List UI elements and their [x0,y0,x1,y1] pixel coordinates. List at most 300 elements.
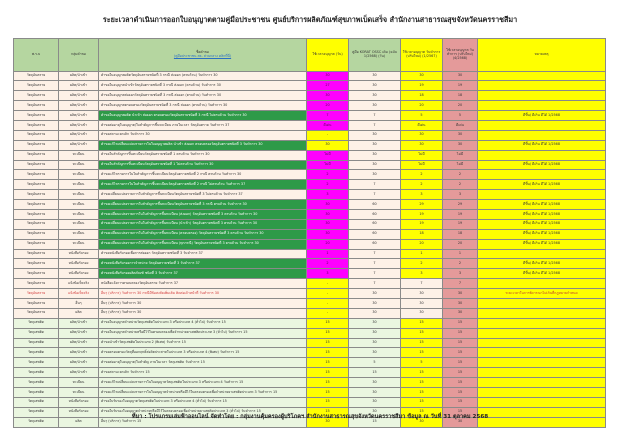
cell-manual-days: 30 [307,229,349,239]
cell-new-days-1: 19 [401,81,443,91]
cell-new-days-1: 30 [401,417,443,427]
cell-note [478,338,606,348]
cell-note [478,358,606,368]
cell-new-days-1: 19 [401,209,443,219]
cell-manual-days: - [307,289,349,299]
cell-note [478,71,606,81]
header-law: พ.ร.บ [14,39,59,72]
cell-group: หนังสือรับรอง [59,249,99,259]
cell-new-days-2: ดีเด่น [443,120,478,130]
cell-group: อื่นๆ [59,298,99,308]
cell-law: วัตถุเสพติด [14,378,59,388]
cell-item: คำขอใบอนุญาตส่งออกวัตถุอันตรายชนิดที่ 3 กรณี ส่งออก (ครบถ้วน) วันทำการ 30 [99,91,307,101]
header-note: หมายเหตุ [478,39,606,72]
cell-new-days-1: 30 [401,71,443,81]
cell-item: คำขอใบอนุญาตผลิตวัตถุอันตรายชนิดที่ 3 กรณี ส่งออก (ครบถ้วน) วันทำการ 30 [99,71,307,81]
cell-new-days-2: 29 [443,200,478,210]
cell-korat-days: 60 [349,200,401,210]
cell-manual-days: 2 [307,180,349,190]
cell-korat-days: 30 [349,81,401,91]
cell-korat-days: 5 [349,358,401,368]
cell-item: คำขอหนังสือรับรองผลิตภัณฑ์ ชนิดที่ 3 วันทำการ 37 [99,269,307,279]
cell-note [478,378,606,388]
cell-manual-days: 30 [307,209,349,219]
cell-note: ระยะเวลาในการพิจารณาไม่เกินที่กฎหมายกำหนด [478,289,606,299]
cell-note [478,298,606,308]
table-row [14,279,606,289]
cell-law: วัตถุอันตราย [14,81,59,91]
table-row [14,101,606,111]
cell-item: คำขอใบสำคัญการขึ้นทะเบียนวัตถุอันตรายชนิดที่ 1 ไม่ครบถ้วน วันทำการ 30 [99,160,307,170]
cell-new-days-1: 15 [401,378,443,388]
cell-group: ทะเบียน [59,180,99,190]
cell-korat-days: 30 [349,397,401,407]
cell-new-days-2: 15 [443,407,478,417]
cell-note [478,170,606,180]
cell-law: วัตถุอันตราย [14,289,59,299]
cell-new-days-2: 2 [443,259,478,269]
cell-law: วัตถุอันตราย [14,91,59,101]
cell-law: วัตถุอันตราย [14,120,59,130]
cell-law: วัตถุอันตราย [14,229,59,239]
cell-new-days-2: ไม่มี [443,160,478,170]
cell-law: วัตถุอันตราย [14,219,59,229]
cell-law: วัตถุเสพติด [14,397,59,407]
table-row [14,348,606,358]
cell-item: คำขอสถานะยกเลิก วันทำการ 15 [99,368,307,378]
cell-law: วัตถุอันตราย [14,130,59,140]
cell-new-days-2: 15 [443,388,478,398]
table-row [14,318,606,328]
cell-note: ดีขึ้น/ ดีเกิน ดีได้ 1/2568 [478,180,606,190]
cell-group: ทะเบียน [59,200,99,210]
cell-manual-days: 15 [307,358,349,368]
cell-new-days-1: 30 [401,289,443,299]
cell-group: ผลิต/นำเข้า [59,111,99,121]
cell-new-days-2: 18 [443,229,478,239]
cell-note [478,91,606,101]
cell-law: วัตถุเสพติด [14,328,59,338]
table-row [14,71,606,81]
cell-item: อื่นๆ (บริการ) วันทำการ 30 [99,308,307,318]
table-row [14,358,606,368]
table-row [14,190,606,200]
cell-note: ดีขึ้น/ ดีเกิน ดีได้ 1/2568 [478,259,606,269]
cell-new-days-2: 1 [443,249,478,259]
cell-note: ดีขึ้น/ ดีเกิน ดีได้ 1/2568 [478,219,606,229]
cell-group: แจ้งข้อเท็จจริง [59,289,99,299]
cell-note [478,101,606,111]
cell-korat-days: 15 [349,417,401,427]
table-row [14,180,606,190]
cell-manual-days: 15 [307,368,349,378]
cell-new-days-1: 15 [401,368,443,378]
cell-law: วัตถุอันตราย [14,180,59,190]
table-row [14,150,606,160]
cell-group: ทะเบียน [59,209,99,219]
cell-note: ดีขึ้น/ ดีเกิน ดีได้ 1/2568 [478,209,606,219]
cell-group: ผลิต/นำเข้า [59,91,99,101]
cell-manual-days: - [307,298,349,308]
cell-korat-days: 7 [349,190,401,200]
cell-group: ผลิต/นำเข้า [59,101,99,111]
cell-group: ผลิต/นำเข้า [59,358,99,368]
cell-new-days-2: 18 [443,91,478,101]
cell-new-days-2: 15 [443,338,478,348]
cell-korat-days: 7 [349,279,401,289]
cell-law: วัตถุอันตราย [14,71,59,81]
cell-new-days-2: ไม่มี [443,150,478,160]
cell-manual-days: 30 [307,200,349,210]
cell-group: หนังสือรับรอง [59,269,99,279]
page-title: ระยะเวลาดำเนินการออกใบอนุญาตตามคู่มือประชาชน ศูนย์บริการผลิตภัณฑ์สุขภาพเบ็ดเสร็จ สำนักงานสาธารณสุขจังหวัดนครราชสีมา [102,15,518,24]
cell-law: วัตถุอันตราย [14,269,59,279]
cell-group: ผลิต/นำเข้า [59,140,99,150]
cell-new-days-1: 30 [401,308,443,318]
cell-korat-days: 60 [349,209,401,219]
cell-new-days-1: 2 [401,170,443,180]
cell-group: ทะเบียน [59,229,99,239]
cell-law: วัตถุอันตราย [14,259,59,269]
cell-item: หนังสือแจ้งการครอบครองวัตถุอันตราย วันทำการ 37 [99,279,307,289]
cell-law: วัตถุอันตราย [14,190,59,200]
cell-new-days-2: 3 [443,269,478,279]
cell-manual-days: - [307,308,349,318]
cell-korat-days: 7 [349,269,401,279]
cell-korat-days: 15 [349,368,401,378]
cell-manual-days: 30 [307,91,349,101]
table-row [14,219,606,229]
cell-note [478,348,606,358]
cell-note [478,397,606,407]
cell-korat-days: 30 [349,378,401,388]
cell-new-days-1: ไม่มี [401,160,443,170]
cell-law: วัตถุเสพติด [14,358,59,368]
cell-law: วัตถุอันตราย [14,101,59,111]
cell-group: ทะเบียน [59,170,99,180]
table-row [14,259,606,269]
cell-manual-days: 2 [307,170,349,180]
cell-note: ดีขึ้น/ ดีเกิน ดีได้ 1/2568 [478,229,606,239]
cell-korat-days: 30 [349,101,401,111]
table-row [14,81,606,91]
cell-item: คำขอแก้ไขรายการในใบสำคัญการขึ้นทะเบียนวัตถุอันตรายชนิดที่ 2 กรณี ไม่ครบถ้วน วันทำการ 37 [99,180,307,190]
cell-item: คำขอใบสำคัญการขึ้นทะเบียนวัตถุอันตรายชนิดที่ 1 ครบถ้วน วันทำการ 30 [99,150,307,160]
cell-new-days-1: 15 [401,328,443,338]
cell-note [478,150,606,160]
cell-korat-days: 60 [349,229,401,239]
cell-group: หนังสือรับรอง [59,397,99,407]
cell-law: วัตถุอันตราย [14,160,59,170]
header-group: กลุ่มคำขอ [59,39,99,72]
cell-note: ดีขึ้น/ ดีเกิน ดีได้ 1/2568 [478,269,606,279]
cell-new-days-2: 20 [443,101,478,111]
cell-note: ดีขึ้น/ ดีเกิน ดีได้ 1/2568 [478,160,606,170]
cell-item: คำขอใบรับรองใบอนุญาตจำหน่ายหรือมีไว้ในครอบครองเพื่อจำหน่ายยาเสพติดประเภท 3 (ทั่วไป) วันทำการ 15 [99,407,307,417]
cell-manual-days: ไม่มี [307,150,349,160]
cell-korat-days: 60 [349,219,401,229]
cell-new-days-2: 19 [443,81,478,91]
cell-group: ผลิต/นำเข้า [59,130,99,140]
table-row [14,239,606,249]
cell-group: ผลิต/นำเข้า [59,318,99,328]
cell-new-days-2: 15 [443,358,478,368]
cell-law: วัตถุอันตราย [14,239,59,249]
cell-group: ทะเบียน [59,388,99,398]
table-row [14,269,606,279]
cell-manual-days: 30 [307,140,349,150]
table-row [14,111,606,121]
cell-new-days-1: 2 [401,180,443,190]
cell-note [478,190,606,200]
table-row [14,160,606,170]
cell-note [478,249,606,259]
cell-note: ดีขึ้น/ ดีเกิน ดีได้ 1/2568 [478,239,606,249]
cell-group: ผลิต/นำเข้า [59,328,99,338]
cell-korat-days: 7 [349,111,401,121]
cell-manual-days: 30 [307,417,349,427]
cell-note: ดีขึ้น/ ดีเกิน ดีได้ 1/2568 [478,140,606,150]
table-row [14,378,606,388]
cell-manual-days: 27 [307,81,349,91]
cell-item: อื่นๆ (บริการ) วันทำการ 30 [99,298,307,308]
cell-manual-days: 15 [307,348,349,358]
cell-new-days-2: 30 [443,289,478,299]
cell-manual-days: 1 [307,249,349,259]
cell-manual-days: ดีเด่น [307,120,349,130]
cell-manual-days: 15 [307,397,349,407]
cell-new-days-1: 15 [401,348,443,358]
cell-korat-days: 30 [349,328,401,338]
cell-new-days-2: 15 [443,318,478,328]
cell-item: คำขอใบอนุญาตจำหน่ายวัตถุเสพติดในประเภท 3 หรือประเภท 4 (ทั่วไป) วันทำการ 15 [99,318,307,328]
cell-law: วัตถุเสพติด [14,348,59,358]
table-row [14,249,606,259]
cell-manual-days: 30 [307,219,349,229]
cell-korat-days: 7 [349,249,401,259]
cell-new-days-2: 7 [443,279,478,289]
cell-item: คำขอหนังสือรับรองการจำหน่าย วัตถุอันตรายชนิดที่ 3 วันทำการ 37 [99,259,307,269]
cell-item: คำขอแก้ไขเปลี่ยนแปลงรายการในใบอนุญาตผลิต นำเข้า ส่งออก ครอบครองวัตถุอันตรายชนิดที่ 3 วันทำการ 30 [99,140,307,150]
cell-note [478,130,606,140]
cell-law: วัตถุอันตราย [14,308,59,318]
cell-group: แจ้งข้อเท็จจริง [59,279,99,289]
cell-korat-days: 30 [349,289,401,299]
table-row [14,368,606,378]
cell-item: คำขอเปลี่ยนแปลงรายการในใบสำคัญการขึ้นทะเบียน (นำเข้า) วัตถุอันตรายชนิดที่ 3 ครบถ้วน วันทำการ 30 [99,219,307,229]
cell-new-days-2: 19 [443,209,478,219]
cell-item: คำขอครอบครองวัตถุที่ออกฤทธิ์ต่อจิตประสาทในประเภท 3 หรือประเภท 4 (พิเศษ) วันทำการ 15 [99,348,307,358]
table-row [14,229,606,239]
table-row [14,298,606,308]
table-row [14,170,606,180]
cell-new-days-1: 3 [401,190,443,200]
cell-new-days-1: 3 [401,269,443,279]
cell-manual-days: 20 [307,101,349,111]
cell-korat-days: 30 [349,388,401,398]
cell-item: คำขอเปลี่ยนแปลงรายการใบสำคัญการขึ้นทะเบียนวัตถุอันตรายชนิดที่ 3 กรณี ครบถ้วน วันทำการ 30 [99,200,307,210]
cell-new-days-1: 30 [401,130,443,140]
cell-new-days-2: 30 [443,130,478,140]
cell-new-days-2: 2 [443,170,478,180]
cell-item: คำขอใบรับรองใบอนุญาตวัตถุเสพติดในประเภท 3 หรือประเภท 4 (ทั่วไป) วันทำการ 15 [99,397,307,407]
cell-note [478,279,606,289]
cell-new-days-2: 15 [443,397,478,407]
table-row [14,397,606,407]
cell-law: วัตถุเสพติด [14,388,59,398]
cell-law: วัตถุอันตราย [14,209,59,219]
cell-item: คำขอเปลี่ยนแปลงรายการใบสำคัญการขึ้นทะเบียนวัตถุอันตรายชนิดที่ 3 ไม่ครบถ้วน วันทำการ 37 [99,190,307,200]
cell-new-days-1: 15 [401,397,443,407]
cell-new-days-2: 30 [443,140,478,150]
table-row [14,209,606,219]
table-row [14,289,606,299]
table-row [14,130,606,140]
cell-group: ทะเบียน [59,378,99,388]
header-new-days-1: ใช้เวลาอนุญาต วันทำการ (ปรับใหม่) (1/2567) [401,39,443,72]
cell-manual-days: 15 [307,338,349,348]
cell-note [478,81,606,91]
cell-new-days-1: 29 [401,200,443,210]
cell-korat-days: 30 [349,318,401,328]
cell-manual-days: 30 [307,71,349,81]
cell-item: คำขอนำเข้าวัตถุเสพติดในประเภท 2 (พิเศษ) วันทำการ 15 [99,338,307,348]
cell-korat-days: 30 [349,71,401,81]
cell-korat-days: 30 [349,130,401,140]
cell-item: คำขอแก้ไขเปลี่ยนแปลงรายการในใบอนุญาตวัตถุเสพติดในประเภท 3 หรือประเภท 4 วันทำการ 15 [99,378,307,388]
cell-new-days-1: 18 [401,91,443,101]
table-row [14,308,606,318]
cell-new-days-2: 15 [443,378,478,388]
cell-korat-days: 7 [349,259,401,269]
table-row [14,91,606,101]
cell-new-days-2: 15 [443,348,478,358]
cell-item: คำขอหนังสือรับรองเพื่อการส่งออก วัตถุอันตรายชนิดที่ 3 วันทำการ 37 [99,249,307,259]
cell-note [478,318,606,328]
cell-korat-days: 30 [349,150,401,160]
cell-new-days-1: 1 [401,249,443,259]
cell-new-days-1: 5 [401,358,443,368]
cell-item: คำขอใบอนุญาตครอบครองวัตถุอันตรายชนิดที่ 3 กรณี ส่งออก (ครบถ้วน) วันทำการ 30 [99,101,307,111]
cell-law: วัตถุเสพติด [14,318,59,328]
cell-korat-days: 60 [349,239,401,249]
cell-new-days-1: 15 [401,388,443,398]
cell-new-days-1: 15 [401,318,443,328]
cell-group: ทะเบียน [59,219,99,229]
cell-law: วัตถุเสพติด [14,368,59,378]
cell-group: ผลิต/นำเข้า [59,120,99,130]
cell-item: คำขอแก้ไขรายการในใบสำคัญการขึ้นทะเบียนวัตถุอันตรายชนิดที่ 2 กรณี ครบถ้วน วันทำการ 30 [99,170,307,180]
cell-item: คำขอใบอนุญาตจำหน่ายหรือมีไว้ในครอบครองเพื่อจำหน่ายยาเสพติดประเภท 3 (ทั่วไป) วันทำการ 15 [99,328,307,338]
cell-korat-days: 30 [349,160,401,170]
cell-item: คำขอเปลี่ยนแปลงรายการในใบสำคัญการขึ้นทะเบียน (ครอบครอง) วัตถุอันตรายชนิดที่ 3 ครบถ้วน วันทำการ 30 [99,229,307,239]
header-manual-days: ใช้เวลาอนุญาต (วัน) [307,39,349,72]
cell-new-days-2: 30 [443,308,478,318]
cell-new-days-2: 5 [443,111,478,121]
cell-law: วัตถุอันตราย [14,279,59,289]
cell-korat-days: 30 [349,298,401,308]
cell-law: วัตถุอันตราย [14,111,59,121]
table-row [14,338,606,348]
cell-group: ทะเบียน [59,190,99,200]
cell-new-days-1: 19 [401,219,443,229]
cell-law: วัตถุเสพติด [14,338,59,348]
cell-new-days-1: 30 [401,140,443,150]
cell-manual-days: 3 [307,190,349,200]
cell-korat-days: 30 [349,308,401,318]
cell-new-days-2: 15 [443,368,478,378]
cell-group: ผลิต/นำเข้า [59,338,99,348]
header-item-label: ชื่อคำขอ [196,49,209,54]
manual-link[interactable]: (คู่มือประชาชน สธ. ส่วนกลาง คลิกที่นี่) [173,53,232,58]
cell-new-days-2: 30 [443,71,478,81]
header-item [99,39,307,72]
table-row [14,328,606,338]
cell-item: คำขอสถานะยกเลิก วันทำการ 30 [99,130,307,140]
cell-manual-days: 15 [307,388,349,398]
cell-item: คำขอใบอนุญาตนำเข้าวัตถุอันตรายชนิดที่ 3 กรณี ส่งออก (ครบถ้วน) วันทำการ 30 [99,81,307,91]
cell-note: ดีขึ้น/ ดีเกิน ดีได้ 1/2568 [478,200,606,210]
cell-new-days-1: 5 [401,111,443,121]
cell-manual-days: 15 [307,378,349,388]
cell-korat-days: 7 [349,180,401,190]
cell-new-days-1: 15 [401,407,443,417]
license-timeline-table [13,38,606,428]
cell-law: วัตถุอันตราย [14,200,59,210]
cell-new-days-1: 20 [401,101,443,111]
cell-group: ผลิต/นำเข้า [59,368,99,378]
cell-item: คำขอต่ออายุใบอนุญาต/ใบสำคัญการขึ้นทะเบียน ภายในเวลา วัตถุอันตราย วันทำการ 37 [99,120,307,130]
cell-korat-days: 30 [349,407,401,417]
cell-new-days-2: 2 [443,180,478,190]
cell-new-days-1: 30 [401,298,443,308]
cell-new-days-2: 30 [443,298,478,308]
cell-law: วัตถุเสพติด [14,407,59,417]
cell-note [478,388,606,398]
cell-item: คำขอเปลี่ยนแปลงรายการในใบสำคัญการขึ้นทะเบียน (ส่งออก) วัตถุอันตรายชนิดที่ 3 ครบถ้วน วันทำการ 30 [99,209,307,219]
cell-law: วัตถุอันตราย [14,150,59,160]
cell-group: ผลิต [59,417,99,427]
cell-korat-days: 30 [349,348,401,358]
cell-korat-days: 30 [349,170,401,180]
cell-new-days-2: 20 [443,239,478,249]
cell-law: วัตถุอันตราย [14,170,59,180]
footer-source: ที่มา : โปรแกรมเล่มฟ้าออนไลน์ จัดทำโดย : กลุ่มงานคุ้มครองผู้บริโภคฯ สำนักงานสาธารณสุขจังหวัดนครราชสีมา ข้อมูล ณ วันที่ 31 ตุลาคม 2568 [131,414,489,420]
cell-note [478,368,606,378]
cell-item: อื่นๆ (บริการ) วันทำการ 30 กรณีมีข้อสงสัยเพิ่มเติม ติดต่อเจ้าหน้าที่ วันทำการ 30 [99,289,307,299]
cell-manual-days: 7 [307,111,349,121]
cell-new-days-2: 15 [443,328,478,338]
cell-note: ดีขึ้น/ ดีเกิน ดีได้ 1/2568 [478,111,606,121]
cell-korat-days: 7 [349,120,401,130]
cell-new-days-2: 3 [443,190,478,200]
cell-item: คำขอเปลี่ยนแปลงรายการในใบสำคัญการขึ้นทะเบียน (ทุกกรณี) วัตถุอันตรายชนิดที่ 3 ครบถ้วน วันทำการ 30 [99,239,307,249]
cell-new-days-1: 2 [401,259,443,269]
table-row [14,120,606,130]
cell-item: คำขอต่ออายุใบอนุญาต/ใบสำคัญ ภายในเวลา วัตถุเสพติด วันทำการ 15 [99,358,307,368]
cell-item: คำขอแก้ไขเปลี่ยนแปลงรายการในใบอนุญาตจำหน่ายหรือมีไว้ในครอบครองเพื่อจำหน่ายยาเสพติดประเภท 3 วันทำการ 15 [99,388,307,398]
table-row [14,200,606,210]
cell-manual-days: 2 [307,259,349,269]
cell-new-days-2: 19 [443,219,478,229]
cell-new-days-2: 30 [443,417,478,427]
cell-group: ผลิต/นำเข้า [59,71,99,81]
cell-manual-days: 15 [307,328,349,338]
header-new-days-2: ใช้เวลาอนุญาต วันทำการ (ปรับใหม่) (4/2568) [443,39,478,72]
cell-new-days-1: 20 [401,239,443,249]
cell-group: หนังสือรับรอง [59,407,99,417]
cell-manual-days: ไม่มี [307,160,349,170]
